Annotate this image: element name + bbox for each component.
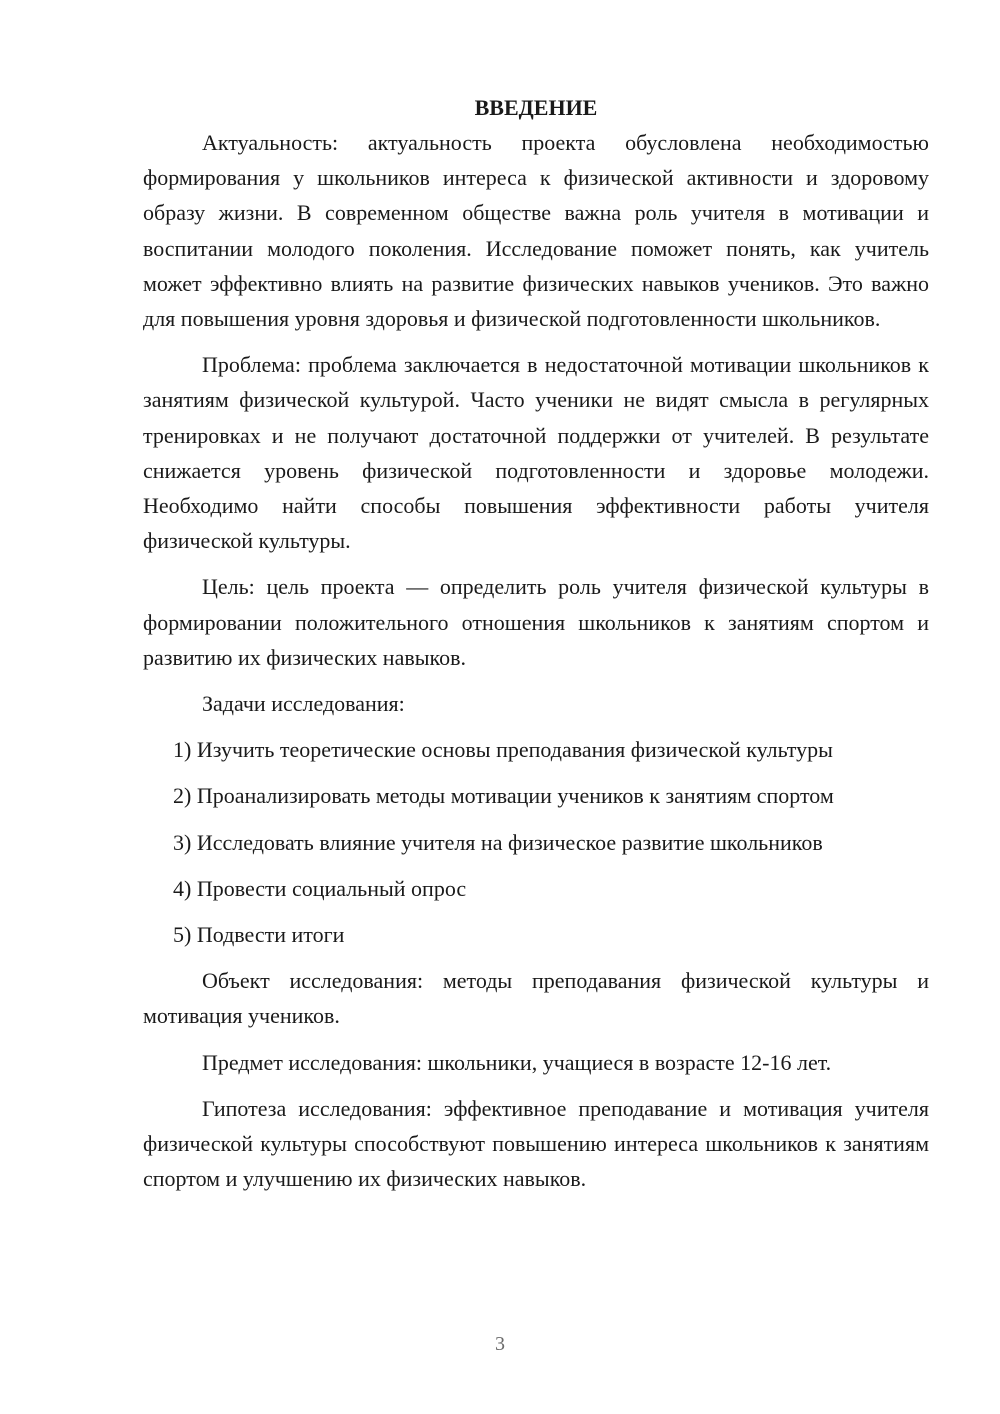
task-item-2: 2) Проанализировать методы мотивации учеников к занятиям спортом [173, 783, 834, 809]
paragraph-subject: Предмет исследования: школьники, учащиеся в возрасте 12-16 лет. [202, 1049, 832, 1075]
document-title: ВВЕДЕНИЕ [474, 95, 598, 120]
paragraph-hypothesis: Гипотеза исследования: эффективное преподавание и мотивация учителя физической культуры способствуют повышению интереса школьников к занятиям спортом и улучшению их физических навыков. [143, 1095, 929, 1192]
paragraph-object: Объект исследования: методы преподавания физической культуры и мотивация учеников. [143, 968, 929, 1029]
paragraph-goal: Цель: цель проекта — определить роль учителя физической культуры в формировании положительного отношения школьников к занятиям спортом и развитию их физических навыков. [143, 574, 929, 670]
task-item-5: 5) Подвести итоги [173, 922, 345, 948]
task-item-4: 4) Провести социальный опрос [173, 875, 467, 901]
paragraph-tasks-heading: Задачи исследования: [202, 691, 405, 717]
paragraph-problem: Проблема: проблема заключается в недостаточной мотивации школьников к занятиям физической культурой. Часто ученики не видят смысла в регулярных тренировках и не получают достаточной поддержки от учителей. В результате снижается уровень физической подготовленности и здоровье молодежи. Необходимо найти способы повышения эффективности работы учителя физической культуры. [143, 352, 929, 554]
document-page [143, 90, 929, 1196]
task-item-3: 3) Исследовать влияние учителя на физическое развитие школьников [173, 829, 823, 855]
paragraph-relevance: Актуальность: актуальность проекта обусловлена необходимостью формирования у школьников интереса к физической активности и здоровому образу жизни. В современном обществе важна роль учителя в мотивации и воспитании молодого поколения. Исследование поможет понять, как учитель может эффективно влиять на развитие физических навыков учеников. Это важно для повышения уровня здоровья и физической подготовленности школьников. [143, 130, 929, 332]
page-number: 3 [495, 1333, 505, 1355]
task-item-1: 1) Изучить теоретические основы преподавания физической культуры [173, 737, 833, 763]
